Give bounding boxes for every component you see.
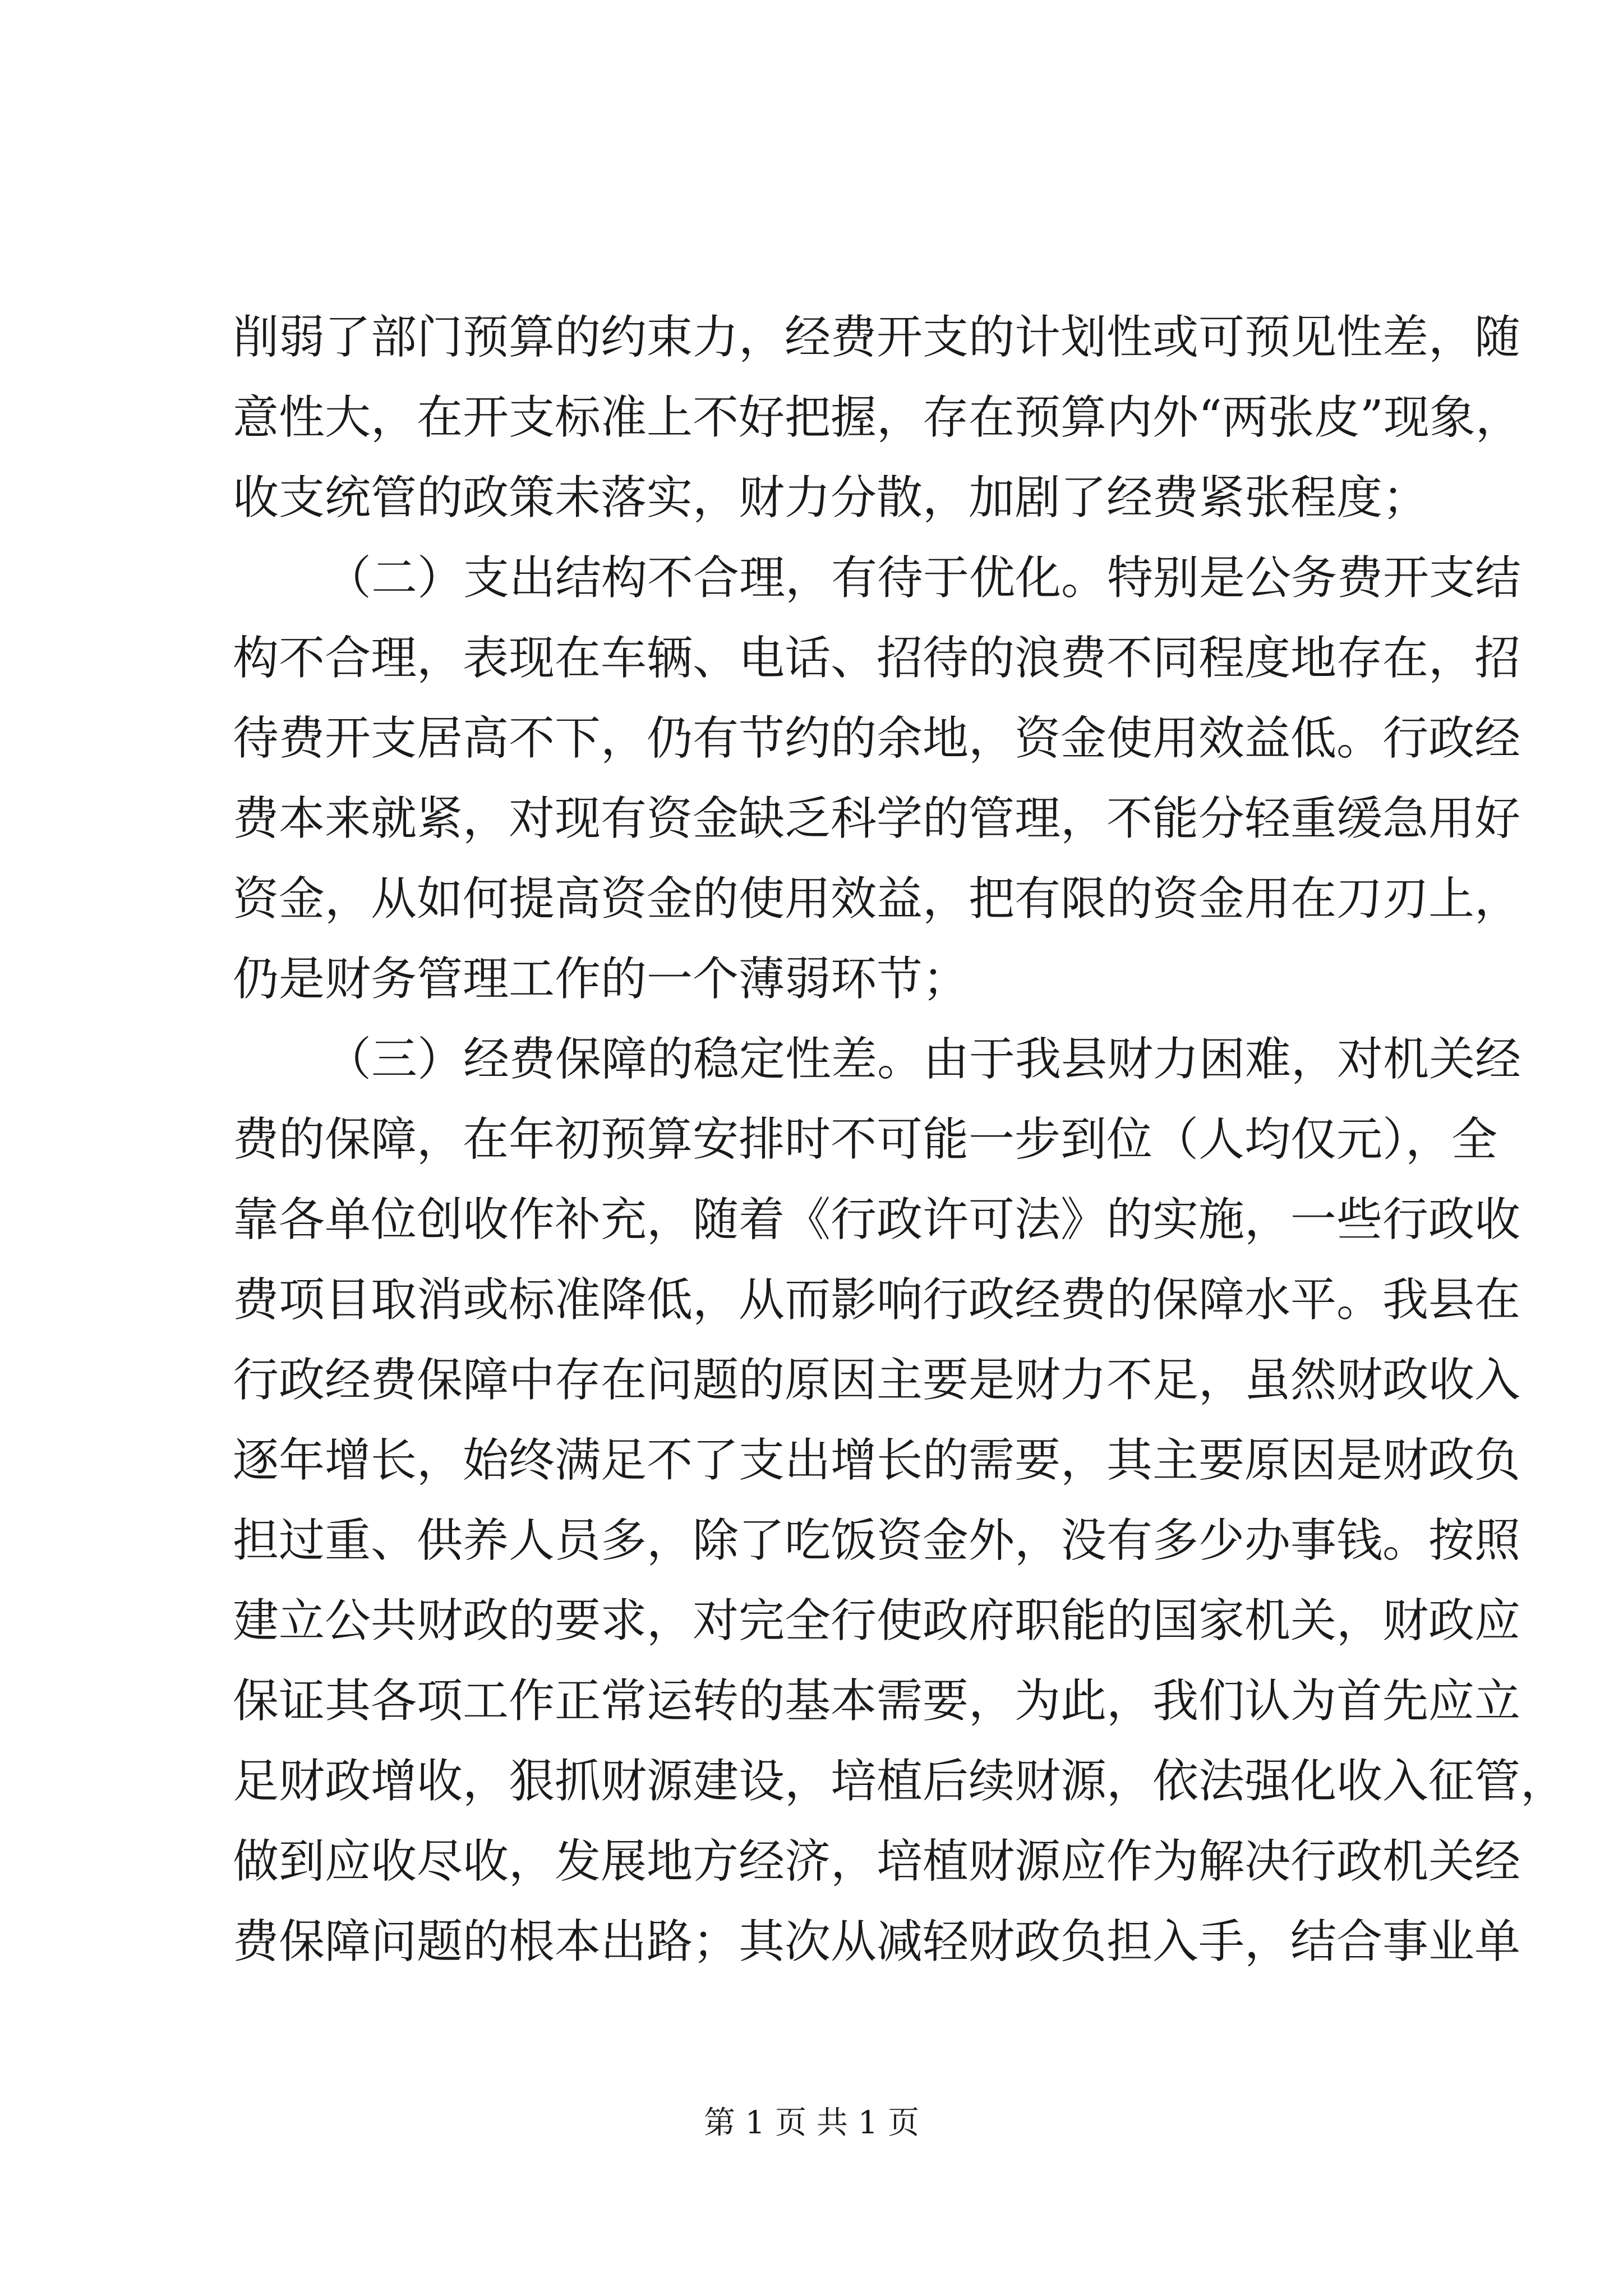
text-line: 待费开支居高不下，仍有节约的余地，资金使用效益低。行政经 (233, 712, 1521, 765)
text-line: （二）支出结构不合理，有待于优化。特别是公务费开支结 (325, 551, 1521, 605)
page-footer (0, 2098, 1623, 2143)
text-line: 做到应收尽收，发展地方经济，培植财源应作为解决行政机关经 (233, 1835, 1521, 1888)
text-line: 靠各单位创收作补充，随着《行政许可法》的实施，一些行政收 (233, 1193, 1521, 1246)
text-line: 费的保障，在年初预算安排时不可能一步到位（人均仅元），全 (233, 1113, 1498, 1166)
text-line: 费保障问题的根本出路；其次从减轻财政负担入手，结合事业单 (233, 1915, 1521, 1968)
text-line: 逐年增长，始终满足不了支出增长的需要，其主要原因是财政负 (233, 1434, 1521, 1487)
text-line: 建立公共财政的要求，对完全行使政府职能的国家机关，财政应 (233, 1594, 1521, 1648)
text-line: 保证其各项工作正常运转的基本需要，为此，我们认为首先应立 (233, 1674, 1521, 1728)
text-line: 费项目取消或标准降低，从而影响行政经费的保障水平。我县在 (233, 1273, 1521, 1327)
text-line: 构不合理，表现在车辆、电话、招待的浪费不同程度地存在，招 (233, 632, 1521, 685)
text-line: 担过重、供养人员多，除了吃饭资金外，没有多少办事钱。按照 (233, 1514, 1521, 1567)
text-line: 足财政增收，狠抓财源建设，培植后续财源，依法强化收入征管， (233, 1755, 1567, 1808)
page-number: 第 1 页 共 1 页 (703, 2105, 920, 2141)
text-line: 资金，从如何提高资金的使用效益，把有限的资金用在刀刃上， (233, 872, 1521, 926)
text-line: 收支统管的政策未落实，财力分散，加剧了经费紧张程度； (233, 471, 1429, 524)
text-line: （三）经费保障的稳定性差。由于我县财力困难，对机关经 (325, 1033, 1521, 1086)
text-line: 意性大，在开支标准上不好把握，存在预算内外“两张皮”现象， (233, 391, 1521, 444)
body-text (233, 297, 1567, 1982)
text-line: 削弱了部门预算的约束力，经费开支的计划性或可预见性差，随 (233, 311, 1521, 364)
text-line: 费本来就紧，对现有资金缺乏科学的管理，不能分轻重缓急用好 (233, 792, 1521, 845)
text-line: 行政经费保障中存在问题的原因主要是财力不足，虽然财政收入 (233, 1354, 1521, 1407)
text-line: 仍是财务管理工作的一个薄弱环节； (233, 953, 969, 1006)
